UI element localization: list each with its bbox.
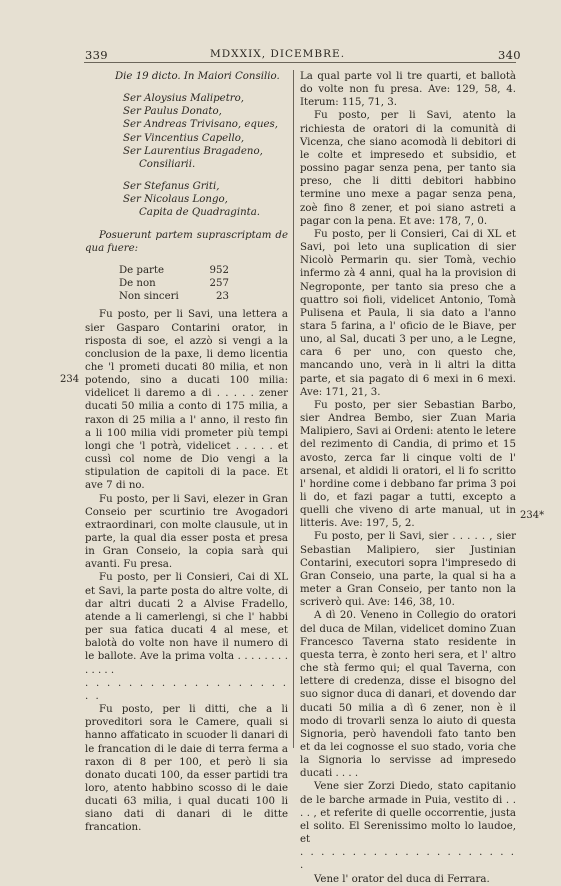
paragraph: Fu posto, per li Consieri, Cai di XL et Savi, la parte posta do altre volte, di dar altri ducati 2 a Alvise Fradello, atende a li camerlengi, si che l' habbi per sua fatica ducati 4 al mese, et balotà do volte non have il numero di le ballote. Ave la prima volta . . . . . . . . . . . . .: [85, 572, 288, 676]
capi-title: Capita de Quadraginta.: [139, 207, 261, 219]
vote-value: 23: [216, 291, 229, 303]
paragraph: La qual parte vol li tre quarti, et ballotà do volte non fu presa. Ave: 129, 58, 4. Iterum: 115, 71, 3.: [300, 71, 516, 109]
left-page-number: 339: [85, 48, 108, 62]
capo-name: Ser Stefanus Griti,: [123, 181, 220, 193]
paragraph: Fu posto, per li Savi, atento la richiesta de oratori di la comunità di Vicenza, che siano acomodà li debitori di le colte et impresedo et subsidio, et possino pagar senza pena, per tanto sia preso, che li ditti debitori habbino termine uno mexe a pagar senza pena, zoè fino 8 zener, et poi siano astreti a pagar con la pena. Et ave: 178, 7, 0.: [300, 110, 516, 227]
paragraph: Vene sier Zorzi Diedo, stato capitanio de le barche armade in Puia, vestito di . . . . , et referite di quelle occorrentie, justa el solito. El Serenissimo molto lo laudoe, et: [300, 781, 516, 846]
vote-label: De parte: [119, 264, 165, 276]
paragraph: Fu posto, per li Savi, sier . . . . . , sier Sebastian Malipiero, sier Justinian Contarini, executori sopra l'impresedo di Gran Conseio, una parte, la qual si ha a meter a Gran Conseio, per tanto non la scriverò qui. Ave: 146, 38, 10.: [300, 531, 516, 609]
session-heading: Die 19 dicto. In Maiori Consilio.: [115, 71, 280, 82]
right-column: [300, 70, 516, 886]
ellipsis-line: . . . . . . . . . . . . . . . . . . . . .: [85, 677, 288, 702]
vote-label: De non: [119, 278, 156, 290]
councillor-name: Ser Laurentius Bragadeno,: [123, 145, 263, 157]
vote-row: [119, 290, 229, 303]
left-column: [85, 70, 288, 835]
header-rule: [84, 62, 516, 63]
running-title: MDXXIX, DICEMBRE.: [210, 48, 346, 60]
paragraph: Fu posto, per sier Sebastian Barbo, sier Andrea Bembo, sier Zuan Maria Malipiero, Savi ai Ordeni: atento le letere del rezimento di Candia, di primo et 15 avosto, zerca far li cinque volti de l' arsenal, et aldidi li oratori, el li fo scritto l' hordine come i debbano far prima 3 poi li do, et fazi pagar a tutti, excepto a quelli che viveno di arte manual, ut in litteris. Ave: 197, 5, 2.: [300, 399, 516, 530]
vote-tally: [85, 264, 288, 303]
councillors-title: Consiliarii.: [139, 158, 196, 170]
councillor-name: Ser Paulus Donato,: [123, 106, 222, 118]
paragraph: Fu posto, per li Savi, una lettera a sier Gasparo Contarini orator, in risposta di soe, el azzò si vengi a la conclusion de la paxe, li demo licentia che 'l prometi ducati 80 milia, et non potendo, sino a ducati 100 milia: videlicet li daremo a di . . . . . zener ducati 50 milia a conto di 175 milia, a raxon di 25 milia a l' anno, il resto fin a li 100 milia vidi prometer più tempi longi che 'l potrà, videlicet . . . . . et cussì col nome de Dio vengi a la stipulation de capitoli di la pace. Et ave 7 di no.: [85, 309, 288, 492]
councillor-name: Ser Andreas Trivisano, eques,: [123, 119, 279, 131]
paragraph: Fu posto, per li ditti, che a li proveditori sora le Camere, quali si hanno affaticato in scuoder li danari di le francation di le daie di terra ferma a raxon di 8 per 100, et però li sia donato ducati 100, da esser partidi tra loro, atento habbino scosso di le daie ducati 63 milia, i qual ducati 100 li siano dati di danari di le ditte francation.: [85, 704, 288, 834]
left-margin-number: 234: [60, 374, 80, 385]
vote-label: Non sinceri: [119, 291, 179, 303]
councillor-name: Ser Aloysius Malipetro,: [123, 93, 245, 105]
ellipsis-line: . . . . . . . . . . . . . . . . . . . . . .: [300, 847, 516, 872]
posuerunt-line: Posuerunt partem suprascriptam de qua fuere:: [85, 229, 288, 254]
paragraph: Vene l' orator del duca di Ferrara.: [314, 873, 490, 885]
right-margin-number: 234*: [520, 510, 545, 521]
paragraph: Fu posto, per li Consieri, Cai di XL et Savi, poi leto una suplication di sier Nicolò Permarin qu. sier Tomà, vechio infermo zà 4 anni, qual ha la provision di Negroponte, per tanto sia preso che a quattro soi fioli, videlicet Antonio, Tomà Pulisena et Paula, li sia dato a l'anno stara 5 farina, a l' oficio de le Biave, per uno, al Sal, ducati 3 per uno, a le Legne, cara 6 per uno, con questo che, mancando uno, verà in li altri la ditta parte, et sia pagato di 6 mexi in 6 mexi. Ave: 171, 21, 3.: [300, 228, 516, 398]
vote-row: [119, 264, 229, 277]
vote-row: [119, 277, 229, 290]
capo-name: Ser Nicolaus Longo,: [123, 194, 228, 206]
vote-value: 257: [209, 278, 229, 290]
right-page-number: 340: [498, 48, 521, 62]
column-divider: [293, 70, 294, 748]
councillor-name: Ser Vincentius Capello,: [123, 132, 245, 144]
paragraph: A dì 20. Veneno in Collegio do oratori del duca de Milan, videlicet domino Zuan Francesco Taverna stato residente in questa terra, è zonto heri sera, et l' altro che stà fermo qui; el qual Taverna, con lettere di credenza, disse el bisogno del suo signor duca di danari, et dovendo dar ducati 50 milia a dì 6 zener, non è il modo di trovarli senza lo aiuto di questa Signoria, però havendoli fato tanto ben et da lei cognosse el suo stado, voria che la Signoria lo servisse ad impresedo ducati . . . .: [300, 610, 516, 780]
paragraph: Fu posto, per li Savi, elezer in Gran Conseio per scurtinio tre Avogadori extraordinari, con molte clausule, ut in parte, la qual dia esser posta et presa in Gran Conseio, la copia sarà qui avanti. Fu presa.: [85, 493, 288, 571]
vote-value: 952: [209, 264, 229, 276]
